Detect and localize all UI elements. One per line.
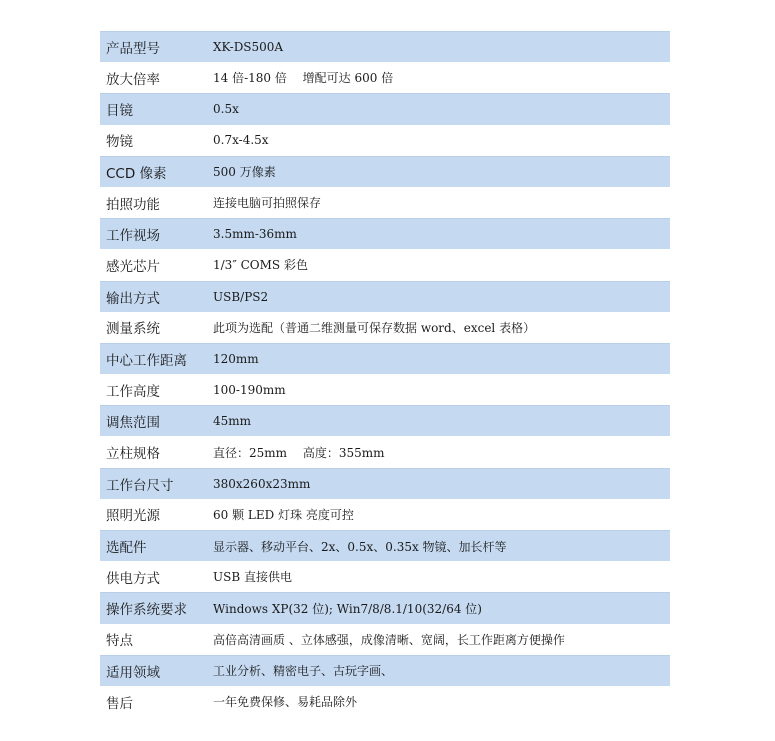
spec-row-measurement [100, 312, 670, 343]
spec-row-os-requirements [100, 592, 670, 623]
spec-row-working-height [100, 374, 670, 405]
spec-value: 500 万像素 [213, 165, 276, 180]
spec-value: 此项为选配（普通二维测量可保存数据 word、excel 表格） [213, 320, 536, 335]
spec-row-output [100, 281, 670, 312]
spec-value: XK-DS500A [213, 40, 284, 55]
spec-value: 0.7x-4.5x [213, 133, 269, 148]
spec-table [100, 31, 670, 717]
spec-value: 0.5x [213, 102, 239, 117]
spec-value: 100-190mm [213, 382, 286, 397]
spec-value: 60 颗 LED 灯珠 亮度可控 [213, 507, 354, 522]
spec-value: 45mm [213, 414, 252, 429]
spec-value: USB/PS2 [213, 289, 269, 304]
spec-label: 适用领域 [106, 664, 160, 681]
spec-row-objective [100, 125, 670, 156]
spec-value: 120mm [213, 351, 259, 366]
spec-label: 立柱规格 [106, 446, 160, 463]
spec-label: 放大倍率 [106, 71, 160, 88]
spec-value: USB 直接供电 [213, 570, 292, 585]
spec-row-eyepiece [100, 93, 670, 124]
spec-row-illumination [100, 499, 670, 530]
spec-label: 照明光源 [106, 508, 160, 525]
spec-value: Windows XP(32 位); Win7/8/8.1/10(32/64 位) [213, 601, 482, 616]
spec-row-focus-range [100, 405, 670, 436]
spec-label: 测量系统 [106, 321, 160, 338]
spec-row-photo-function [100, 187, 670, 218]
spec-label: 特点 [106, 633, 133, 650]
spec-label: 感光芯片 [106, 258, 160, 275]
spec-label: 产品型号 [106, 41, 160, 58]
spec-label: 工作视场 [106, 228, 160, 245]
spec-label: 工作高度 [106, 383, 160, 400]
spec-label: 调焦范围 [106, 415, 160, 432]
spec-label: 目镜 [106, 103, 133, 120]
spec-label: 选配件 [106, 540, 147, 557]
spec-label: 输出方式 [106, 290, 160, 307]
spec-label: 操作系统要求 [106, 602, 187, 619]
spec-value: 14 倍-180 倍 增配可达 600 倍 [213, 71, 394, 86]
spec-value: 显示器、移动平台、2x、0.5x、0.35x 物镜、加长杆等 [213, 539, 507, 554]
spec-label: 售后 [106, 695, 133, 712]
spec-row-features [100, 624, 670, 655]
spec-row-column [100, 436, 670, 467]
spec-value: 工业分析、精密电子、古玩字画、 [213, 664, 394, 679]
spec-label: CCD 像素 [106, 165, 167, 182]
spec-row-applications [100, 655, 670, 686]
spec-row-field-of-view [100, 218, 670, 249]
spec-value: 380x260x23mm [213, 476, 311, 491]
spec-row-after-sales [100, 686, 670, 717]
spec-row-magnification [100, 62, 670, 93]
spec-value: 3.5mm-36mm [213, 227, 297, 242]
spec-row-model [100, 31, 670, 62]
spec-value: 高倍高清画质 、立体感强，成像清晰、宽阔，长工作距离方便操作 [213, 632, 565, 647]
spec-row-power [100, 561, 670, 592]
spec-row-accessories [100, 530, 670, 561]
spec-value: 直径：25mm 高度：355mm [213, 445, 385, 460]
spec-row-sensor-chip [100, 249, 670, 280]
spec-row-ccd-pixels [100, 156, 670, 187]
spec-value: 连接电脑可拍照保存 [213, 196, 322, 211]
spec-value: 1/3″ COMS 彩色 [213, 258, 308, 273]
spec-value: 一年免费保修、易耗品除外 [213, 695, 358, 710]
spec-label: 工作台尺寸 [106, 477, 174, 494]
spec-row-working-distance [100, 343, 670, 374]
spec-label: 供电方式 [106, 570, 160, 587]
spec-label: 物镜 [106, 134, 133, 151]
spec-label: 拍照功能 [106, 196, 160, 213]
spec-label: 中心工作距离 [106, 352, 187, 369]
spec-row-stage-size [100, 468, 670, 499]
